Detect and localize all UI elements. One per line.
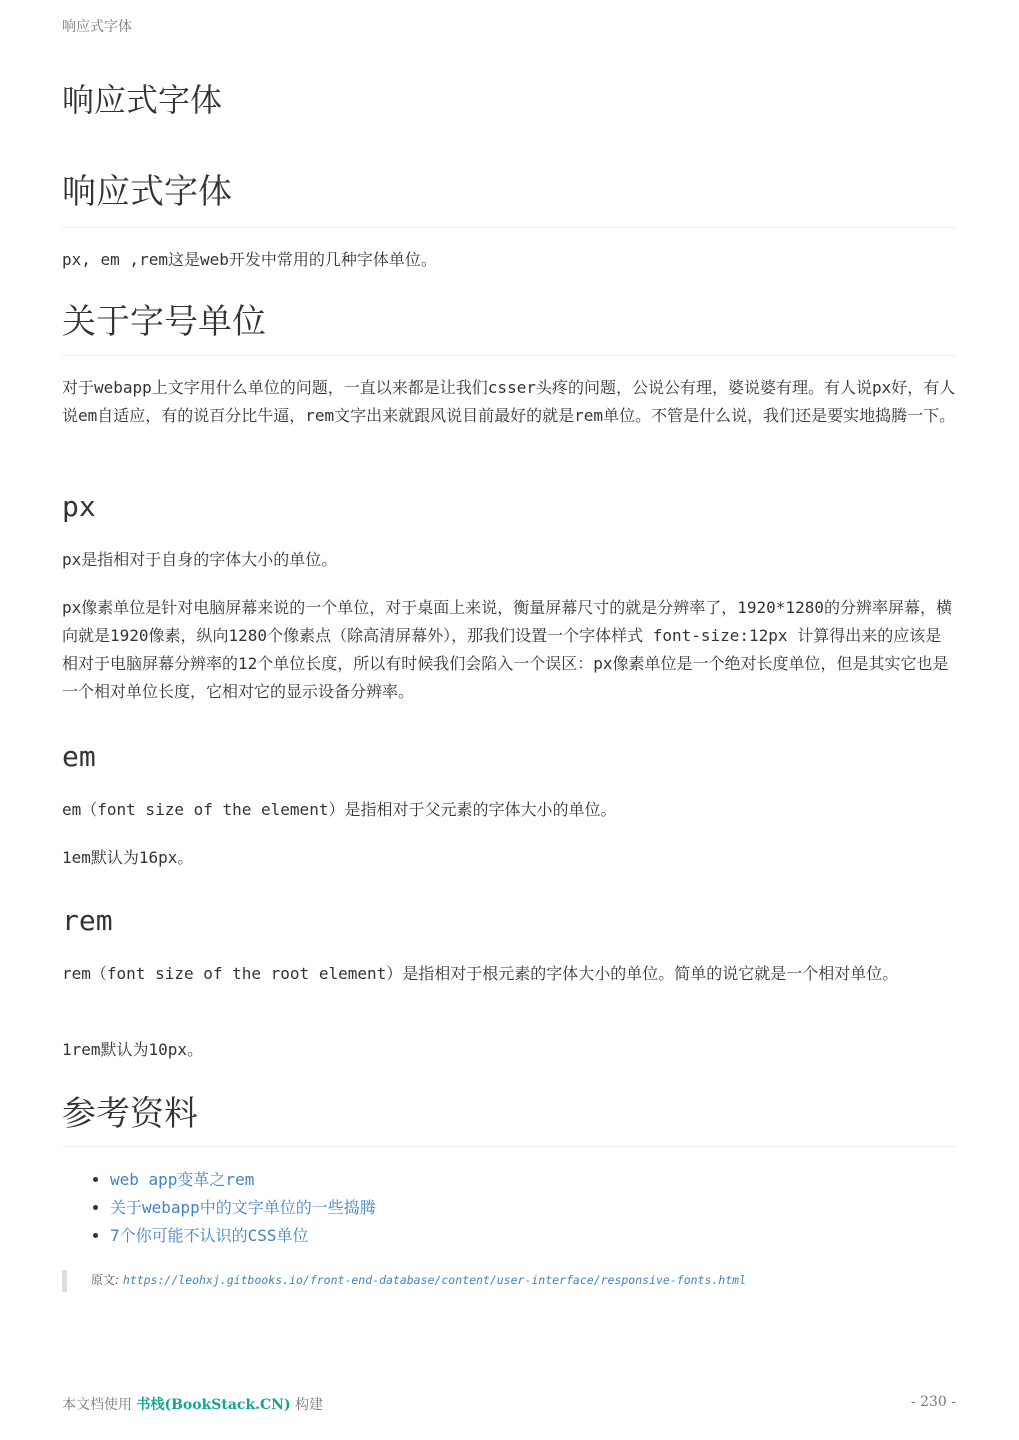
source-blockquote [62,1270,985,1292]
references-list [62,1166,376,1250]
reference-link[interactable]: 7个你可能不认识的CSS单位 [110,1226,309,1245]
px-paragraph-2: px像素单位是针对电脑屏幕来说的一个单位，对于桌面上来说，衡量屏幕尺寸的就是分辨率了，1920*1280的分辨率屏幕，横向就是1920像素，纵向1280个像素点（除高清屏幕外），那我们设置一个字体样式 font-size:12px 计算得出来的应该是相对于电脑屏幕分辨率的12个单位长度，所以有时候我们会陷入一个误区：px像素单位是一个绝对长度单位，但是其实它也是一个相对单位长度，它相对它的显示设备分辨率。 [62,598,952,701]
reference-link[interactable]: web app变革之rem [110,1170,255,1189]
about-units-paragraph: 对于webapp上文字用什么单位的问题，一直以来都是让我们csser头疼的问题，公说公有理，婆说婆有理。有人说px好，有人说em自适应，有的说百分比牛逼，rem文字出来就跟风说目前最好的就是rem单位。不管是什么说，我们还是要实地捣腾一下。 [62,378,956,425]
list-item [110,1222,376,1250]
footer-suffix: 构建 [295,1397,324,1413]
references-heading: 参考资料 [62,1094,198,1134]
heading-divider [62,227,956,228]
source-label: 原文 [91,1273,116,1287]
main-heading: 响应式字体 [62,172,232,212]
running-head: 响应式字体 [62,19,132,35]
em-paragraph-2: 1em默认为16px。 [62,848,194,867]
em-heading: em [62,740,96,773]
footer-prefix: 本文档使用 [62,1397,132,1413]
source-colon: : [115,1273,120,1287]
em-paragraph-1: em（font size of the element）是指相对于父元素的字体大小的单位。 [62,800,617,819]
rem-heading: rem [62,904,113,937]
intro-paragraph: px, em ,rem这是web开发中常用的几种字体单位。 [62,250,437,269]
page-number: - 230 - [910,1394,956,1410]
heading-divider [62,1146,956,1147]
list-item [110,1166,376,1194]
px-heading: px [62,490,96,523]
rem-paragraph-2: 1rem默认为10px。 [62,1040,204,1059]
px-paragraph-1: px是指相对于自身的字体大小的单位。 [62,550,338,569]
chapter-title: 响应式字体 [62,81,223,119]
page-footer [62,1394,956,1414]
heading-divider [62,355,956,356]
about-units-heading: 关于字号单位 [62,302,266,342]
footer-brand-link[interactable]: 书栈(BookStack.CN) [136,1397,291,1413]
source-link[interactable]: https://leohxj.gitbooks.io/front-end-database/content/user-interface/responsive-fonts.html [122,1273,747,1287]
list-item [110,1194,376,1222]
rem-paragraph-1: rem（font size of the root element）是指相对于根元素的字体大小的单位。简单的说它就是一个相对单位。 [62,964,899,983]
reference-link[interactable]: 关于webapp中的文字单位的一些捣腾 [110,1198,376,1217]
